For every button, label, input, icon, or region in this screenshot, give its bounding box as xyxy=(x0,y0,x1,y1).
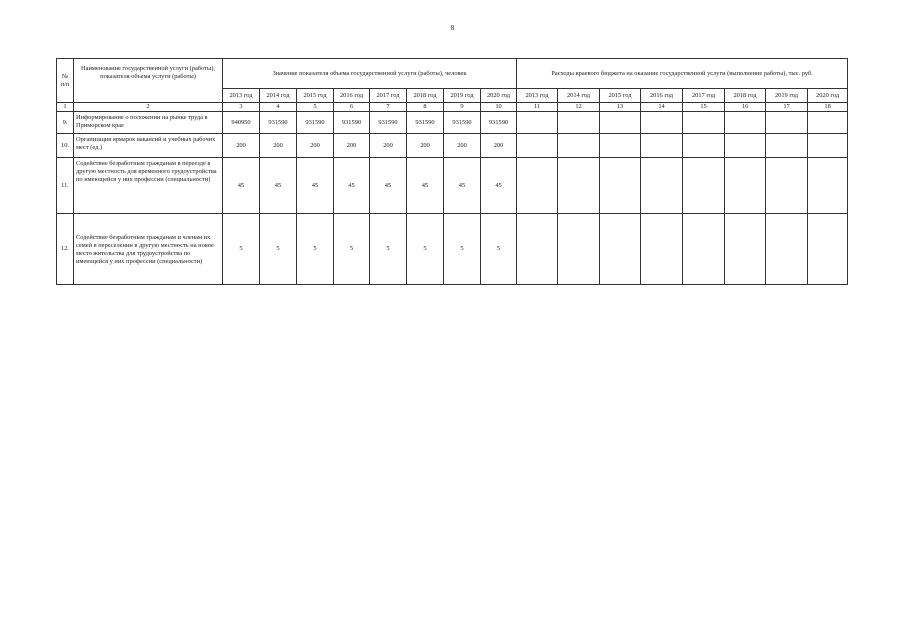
column-index: 9 xyxy=(444,103,481,112)
volume-group-header: Значение показателя объема государственной услуги (работы), человек xyxy=(223,59,517,89)
volume-value: 5 xyxy=(370,214,407,285)
budget-value xyxy=(517,112,558,134)
volume-value: 45 xyxy=(370,158,407,214)
volume-value: 45 xyxy=(444,158,481,214)
budget-value xyxy=(558,112,600,134)
column-index: 11 xyxy=(517,103,558,112)
table-row xyxy=(57,214,848,285)
volume-year-header: 2017 год xyxy=(370,89,407,103)
volume-value: 200 xyxy=(260,134,297,158)
volume-value: 45 xyxy=(260,158,297,214)
column-index-row xyxy=(57,103,848,112)
budget-value xyxy=(808,134,848,158)
volume-value: 45 xyxy=(481,158,517,214)
volume-year-header: 2014 год xyxy=(260,89,297,103)
budget-value xyxy=(725,112,766,134)
column-index: 2 xyxy=(74,103,223,112)
budget-value xyxy=(558,134,600,158)
budget-value xyxy=(517,158,558,214)
budget-value xyxy=(641,158,683,214)
volume-value: 200 xyxy=(223,134,260,158)
volume-year-header: 2015 год xyxy=(297,89,334,103)
column-index: 7 xyxy=(370,103,407,112)
volume-value: 5 xyxy=(334,214,370,285)
column-index: 10 xyxy=(481,103,517,112)
volume-value: 931590 xyxy=(334,112,370,134)
volume-value: 5 xyxy=(481,214,517,285)
volume-value: 931590 xyxy=(444,112,481,134)
budget-value xyxy=(683,134,725,158)
name-column-header: Наименование государственной услуги (работы), показателя объема услуги (работы) xyxy=(74,59,223,103)
budget-value xyxy=(641,214,683,285)
budget-value xyxy=(558,158,600,214)
row-number: 12. xyxy=(57,214,74,285)
table-row xyxy=(57,158,848,214)
budget-year-header: 2014 год xyxy=(558,89,600,103)
services-table xyxy=(56,58,848,285)
budget-value xyxy=(808,158,848,214)
table-row xyxy=(57,112,848,134)
column-index: 12 xyxy=(558,103,600,112)
volume-value: 45 xyxy=(334,158,370,214)
budget-value xyxy=(766,158,808,214)
volume-year-header: 2019 год xyxy=(444,89,481,103)
service-name: Содействие безработным гражданам в переезде в другую местность для временного трудоустройства по имеющейся у них профессии (специальности) xyxy=(74,158,223,214)
volume-value: 200 xyxy=(334,134,370,158)
volume-value: 931590 xyxy=(370,112,407,134)
volume-value: 931590 xyxy=(297,112,334,134)
column-index: 1 xyxy=(57,103,74,112)
column-index: 16 xyxy=(725,103,766,112)
budget-value xyxy=(600,214,641,285)
budget-year-header: 2017 год xyxy=(683,89,725,103)
volume-value: 931590 xyxy=(407,112,444,134)
volume-value: 5 xyxy=(260,214,297,285)
volume-value: 5 xyxy=(407,214,444,285)
budget-value xyxy=(600,134,641,158)
column-index: 17 xyxy=(766,103,808,112)
row-number: 11. xyxy=(57,158,74,214)
page-number: 8 xyxy=(450,24,455,32)
volume-value: 45 xyxy=(407,158,444,214)
budget-value xyxy=(808,112,848,134)
column-index: 4 xyxy=(260,103,297,112)
volume-year-header: 2018 год xyxy=(407,89,444,103)
column-index: 5 xyxy=(297,103,334,112)
volume-value: 940950 xyxy=(223,112,260,134)
volume-value: 5 xyxy=(297,214,334,285)
column-index: 6 xyxy=(334,103,370,112)
column-index: 15 xyxy=(683,103,725,112)
budget-value xyxy=(600,112,641,134)
budget-value xyxy=(766,134,808,158)
row-number: 10. xyxy=(57,134,74,158)
budget-value xyxy=(641,112,683,134)
column-index: 13 xyxy=(600,103,641,112)
service-name: Организация ярмарок вакансий и учебных рабочих мест (ед.) xyxy=(74,134,223,158)
budget-value xyxy=(517,214,558,285)
service-name: Содействие безработным гражданам и членам их семей в переселении в другую местность на новое место жительства для трудоустройства по имеющейся у них профессии (специальности) xyxy=(74,214,223,285)
volume-value: 200 xyxy=(370,134,407,158)
budget-value xyxy=(683,214,725,285)
budget-value xyxy=(725,134,766,158)
volume-year-header: 2020 год xyxy=(481,89,517,103)
row-number: 9. xyxy=(57,112,74,134)
budget-group-header: Расходы краевого бюджета на оказание государственной услуги (выполнение работы), тыс. руб. xyxy=(517,59,848,89)
volume-value: 931590 xyxy=(481,112,517,134)
budget-value xyxy=(641,134,683,158)
table-row xyxy=(57,134,848,158)
service-name: Информирование о положении на рынке труда в Приморском крае xyxy=(74,112,223,134)
budget-year-header: 2016 год xyxy=(641,89,683,103)
budget-year-header: 2015 год xyxy=(600,89,641,103)
column-index: 8 xyxy=(407,103,444,112)
budget-year-header: 2018 год xyxy=(725,89,766,103)
volume-value: 200 xyxy=(481,134,517,158)
budget-value xyxy=(725,214,766,285)
budget-year-header: 2020 год xyxy=(808,89,848,103)
volume-value: 45 xyxy=(223,158,260,214)
volume-year-header: 2016 год xyxy=(334,89,370,103)
volume-value: 200 xyxy=(297,134,334,158)
column-index: 3 xyxy=(223,103,260,112)
volume-value: 931590 xyxy=(260,112,297,134)
budget-value xyxy=(766,214,808,285)
column-index: 14 xyxy=(641,103,683,112)
budget-year-header: 2019 год xyxy=(766,89,808,103)
volume-year-header: 2013 год xyxy=(223,89,260,103)
column-index: 18 xyxy=(808,103,848,112)
volume-value: 200 xyxy=(407,134,444,158)
budget-value xyxy=(683,112,725,134)
budget-value xyxy=(808,214,848,285)
header-row xyxy=(57,59,848,89)
volume-value: 5 xyxy=(444,214,481,285)
budget-value xyxy=(558,214,600,285)
budget-value xyxy=(766,112,808,134)
volume-value: 5 xyxy=(223,214,260,285)
budget-value xyxy=(683,158,725,214)
volume-value: 45 xyxy=(297,158,334,214)
budget-value xyxy=(600,158,641,214)
budget-year-header: 2013 год xyxy=(517,89,558,103)
budget-value xyxy=(725,158,766,214)
budget-value xyxy=(517,134,558,158)
volume-value: 200 xyxy=(444,134,481,158)
num-column-header: № п/п xyxy=(57,59,74,103)
